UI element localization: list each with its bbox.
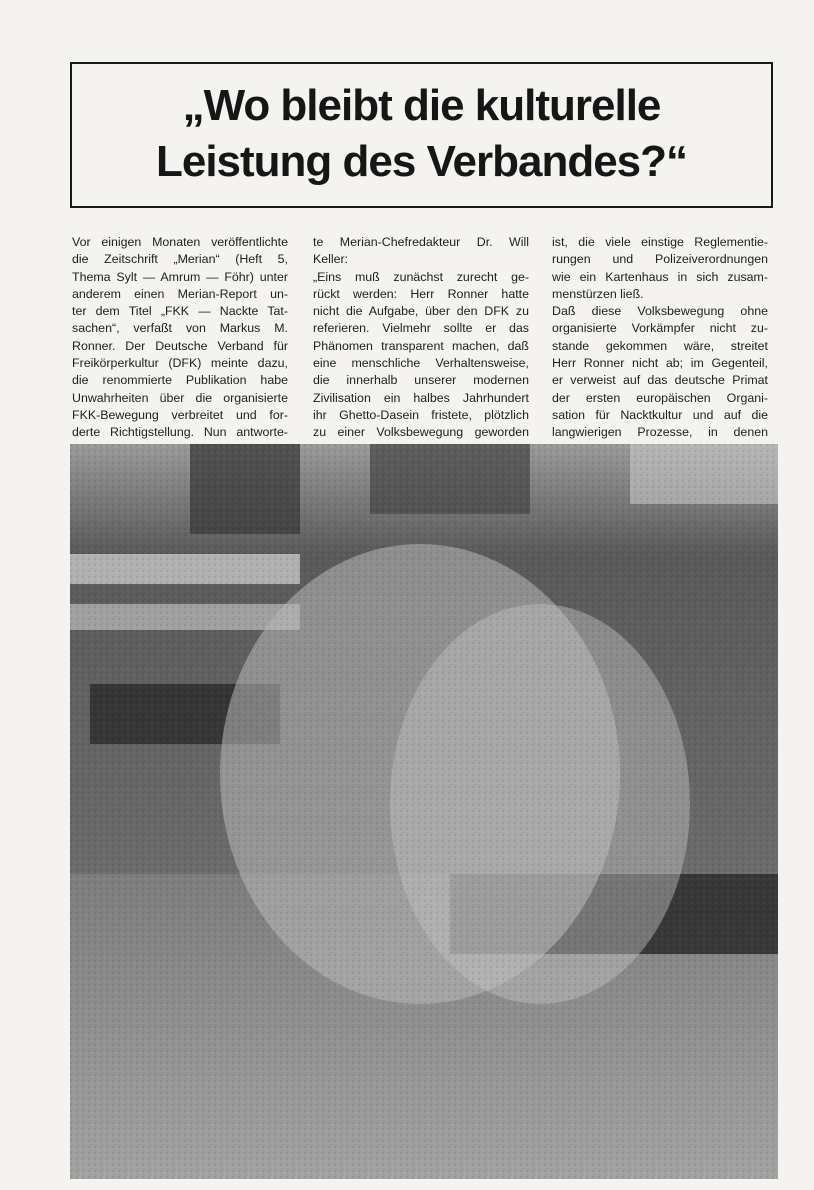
column-1-line: die renommierte Publikation habe	[72, 373, 288, 388]
column-2-line: zu einer Volksbewegung geworden	[313, 425, 529, 440]
column-3-line: Herr Ronner nicht ab; im Gegenteil,	[552, 356, 768, 371]
column-1-line: Freikörperkultur (DFK) meinte dazu,	[72, 356, 288, 371]
column-2-line: eine menschliche Verhaltensweise,	[313, 356, 529, 371]
column-3-line: stande gekommen wäre, streitet	[552, 338, 768, 353]
column-2-line: referieren. Vielmehr sollte er das	[313, 321, 529, 336]
column-3-line: langwierigen Prozesse, in denen	[552, 425, 768, 440]
headline-line-2: Leistung des Verbandes?“	[155, 137, 688, 186]
column-3-line: ist, die viele einstige Reglementie-	[552, 235, 768, 249]
column-2-line: „Eins muß zunächst zurecht ge-	[313, 269, 529, 284]
column-1-line: ter dem Titel „FKK — Nackte Tat-	[72, 304, 288, 319]
article-photo	[70, 444, 778, 1179]
article-column-1	[72, 234, 288, 464]
column-2-line: rückt werden: Herr Ronner hatte	[313, 286, 529, 301]
column-2-line: Keller:	[313, 252, 349, 267]
column-2-line: nicht die Aufgabe, über den DFK zu	[313, 304, 529, 319]
column-2-line: Zivilisation ein halbes Jahrhundert	[313, 390, 529, 405]
column-3-line: menstürzen ließ.	[552, 286, 644, 301]
column-1-line: die Zeitschrift „Merian“ (Heft 5,	[72, 252, 288, 267]
column-3-line: organisierte Vorkämpfer nicht zu-	[552, 321, 768, 336]
column-2-line: Phänomen transparent machen, daß	[313, 338, 529, 353]
column-3-line: sation für Nacktkultur und auf die	[552, 407, 768, 422]
column-1-line: Unwahrheiten über die organisierte	[72, 390, 288, 405]
article-column-3	[552, 234, 768, 464]
column-3-line: Daß diese Volksbewegung ohne	[552, 304, 768, 319]
column-3-line: rungen und Polizeiverordnungen	[552, 252, 768, 267]
article-column-2	[313, 234, 529, 464]
column-1-line: anderem einen Merian-Report un-	[72, 286, 288, 301]
headline	[72, 78, 771, 190]
column-1-line: Vor einigen Monaten veröffentlichte	[72, 235, 288, 249]
column-2-line: ihr Ghetto-Dasein fristete, plötzlich	[313, 407, 529, 422]
column-1-line: FKK-Bewegung verbreitet und for-	[72, 407, 288, 422]
column-3-line: er verweist auf das deutsche Primat	[552, 373, 768, 388]
headline-line-1: „Wo bleibt die kulturelle	[182, 81, 661, 130]
column-3-line: wie ein Kartenhaus in sich zusam-	[552, 269, 768, 284]
photo-placeholder	[70, 444, 778, 1179]
column-2-line: die innerhalb unserer modernen	[313, 373, 529, 388]
column-1-line: derte Richtigstellung. Nun antworte-	[72, 425, 288, 440]
column-1-line: sachen“, verfaßt von Markus M.	[72, 321, 288, 336]
headline-box	[70, 62, 773, 208]
column-3-line: der ersten europäischen Organi-	[552, 390, 768, 405]
column-1-line: Ronner. Der Deutsche Verband für	[72, 338, 288, 353]
column-2-line: te Merian-Chefredakteur Dr. Will	[313, 235, 529, 249]
column-1-line: Thema Sylt — Amrum — Föhr) unter	[72, 269, 288, 284]
photo-grain	[70, 444, 778, 1179]
